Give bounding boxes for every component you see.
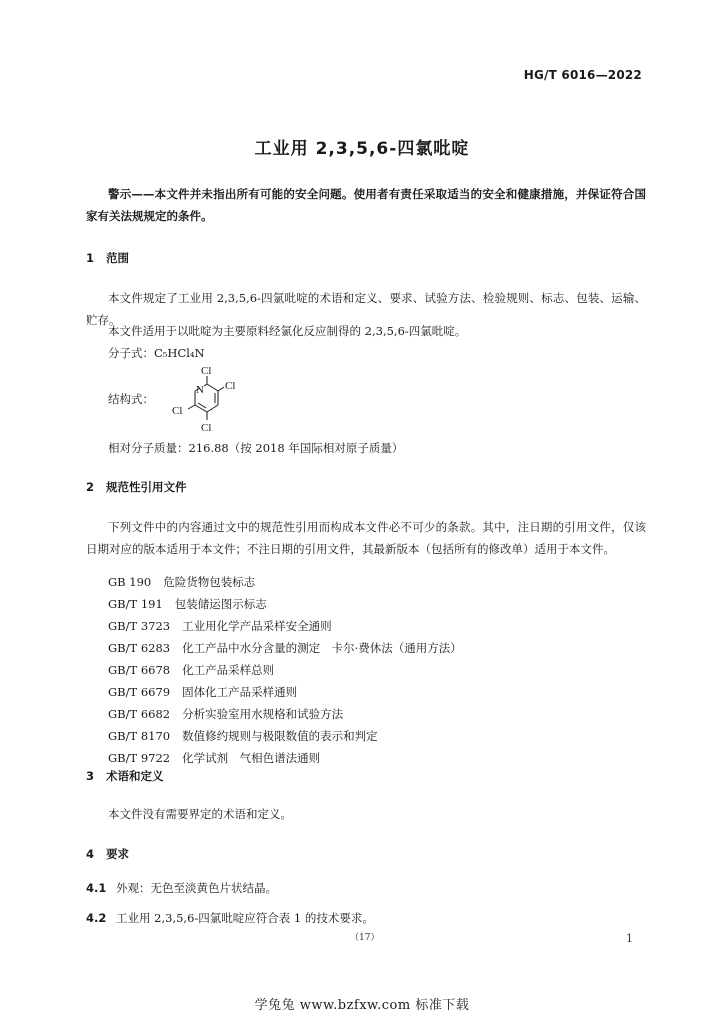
atom-cl-right: Cl: [225, 380, 236, 392]
reference-code: GB/T 6679: [108, 685, 171, 699]
scope-paragraph-1: 本文件规定了工业用 2,3,5,6-四氯吡啶的术语和定义、要求、试验方法、检验规则、标志、包装、运输、贮存。: [86, 291, 646, 327]
reference-code: GB/T 3723: [108, 619, 171, 633]
reference-item: [108, 703, 462, 725]
page-number: （17）: [350, 933, 380, 943]
page-side-mark: 1: [626, 932, 633, 945]
section-number: 1: [86, 251, 95, 265]
relative-molecular-mass: 相对分子质量：216.88（按 2018 年国际相对原子质量）: [108, 441, 404, 455]
section-number: 2: [86, 480, 95, 494]
molecular-formula: C₅HCl₄N: [154, 346, 205, 360]
structure-label: 结构式：: [108, 392, 154, 406]
document-title: 工业用 2,3,5,6-四氯吡啶: [254, 139, 470, 159]
reference-item: [108, 615, 462, 637]
reference-code: GB/T 6678: [108, 663, 171, 677]
section-4-heading: [86, 846, 129, 862]
section-title: 要求: [106, 847, 129, 861]
reference-title: 包装储运图示标志: [174, 597, 267, 611]
reference-item: [108, 659, 462, 681]
standard-code: HG/T 6016—2022: [523, 68, 642, 82]
reference-item: [108, 571, 462, 593]
section-title: 规范性引用文件: [106, 480, 187, 494]
section-3-heading: [86, 768, 164, 784]
reference-item: [108, 637, 462, 659]
section-title: 术语和定义: [106, 769, 164, 783]
section-title: 范围: [106, 251, 129, 265]
clause-4-2: [86, 910, 374, 926]
atom-n: N: [196, 384, 204, 396]
reference-code: GB/T 6682: [108, 707, 171, 721]
clause-number: 4.1: [86, 881, 107, 895]
reference-code: GB 190: [108, 575, 152, 589]
reference-title: 化工产品中水分含量的测定 卡尔·费休法（通用方法）: [182, 641, 462, 655]
section-2-heading: [86, 479, 187, 495]
reference-code: GB/T 9722: [108, 751, 171, 765]
formula-label: 分子式：: [108, 346, 154, 360]
terms-definitions-paragraph: 本文件没有需要界定的术语和定义。: [108, 807, 292, 821]
atom-cl-left: Cl: [172, 405, 183, 417]
reference-title: 数值修约规则与极限数值的表示和判定: [182, 729, 378, 743]
reference-item: [108, 593, 462, 615]
reference-title: 化学试剂 气相色谱法通则: [182, 751, 321, 765]
reference-title: 固体化工产品采样通则: [182, 685, 298, 699]
clause-4-1: [86, 880, 277, 896]
section-number: 3: [86, 769, 95, 783]
atom-cl-bottom: Cl: [201, 422, 212, 434]
reference-code: GB/T 191: [108, 597, 163, 611]
safety-warning: 警示——本文件并未指出所有可能的安全问题。使用者有责任采取适当的安全和健康措施，并保证符合国家有关法规规定的条件。: [86, 187, 646, 223]
reference-code: GB/T 8170: [108, 729, 171, 743]
footer-watermark: 学兔兔 www.bzfxw.com 标准下载: [254, 998, 470, 1013]
atom-cl-top: Cl: [201, 365, 212, 377]
clause-text: 外观：无色至淡黄色片状结晶。: [116, 881, 277, 895]
reference-title: 分析实验室用水规格和试验方法: [182, 707, 344, 721]
reference-title: 危险货物包装标志: [163, 575, 256, 589]
section-number: 4: [86, 847, 95, 861]
molecular-formula-line: [108, 342, 205, 364]
scope-paragraph-2: 本文件适用于以吡啶为主要原料经氯化反应制得的 2,3,5,6-四氯吡啶。: [108, 324, 467, 338]
reference-code: GB/T 6283: [108, 641, 171, 655]
normative-references-paragraph: 下列文件中的内容通过文中的规范性引用而构成本文件必不可少的条款。其中，注日期的引用文件，仅该日期对应的版本适用于本文件；不注日期的引用文件，其最新版本（包括所有的修改单）适用于本文件。: [86, 520, 646, 556]
structural-formula: [150, 362, 240, 436]
reference-item: [108, 681, 462, 703]
section-1-heading: [86, 250, 129, 266]
reference-title: 工业用化学产品采样安全通则: [182, 619, 332, 633]
clause-text: 工业用 2,3,5,6-四氯吡啶应符合表 1 的技术要求。: [116, 911, 374, 925]
reference-list: [108, 571, 462, 769]
reference-title: 化工产品采样总则: [182, 663, 275, 677]
reference-item: [108, 725, 462, 747]
reference-item: [108, 747, 462, 769]
clause-number: 4.2: [86, 911, 107, 925]
